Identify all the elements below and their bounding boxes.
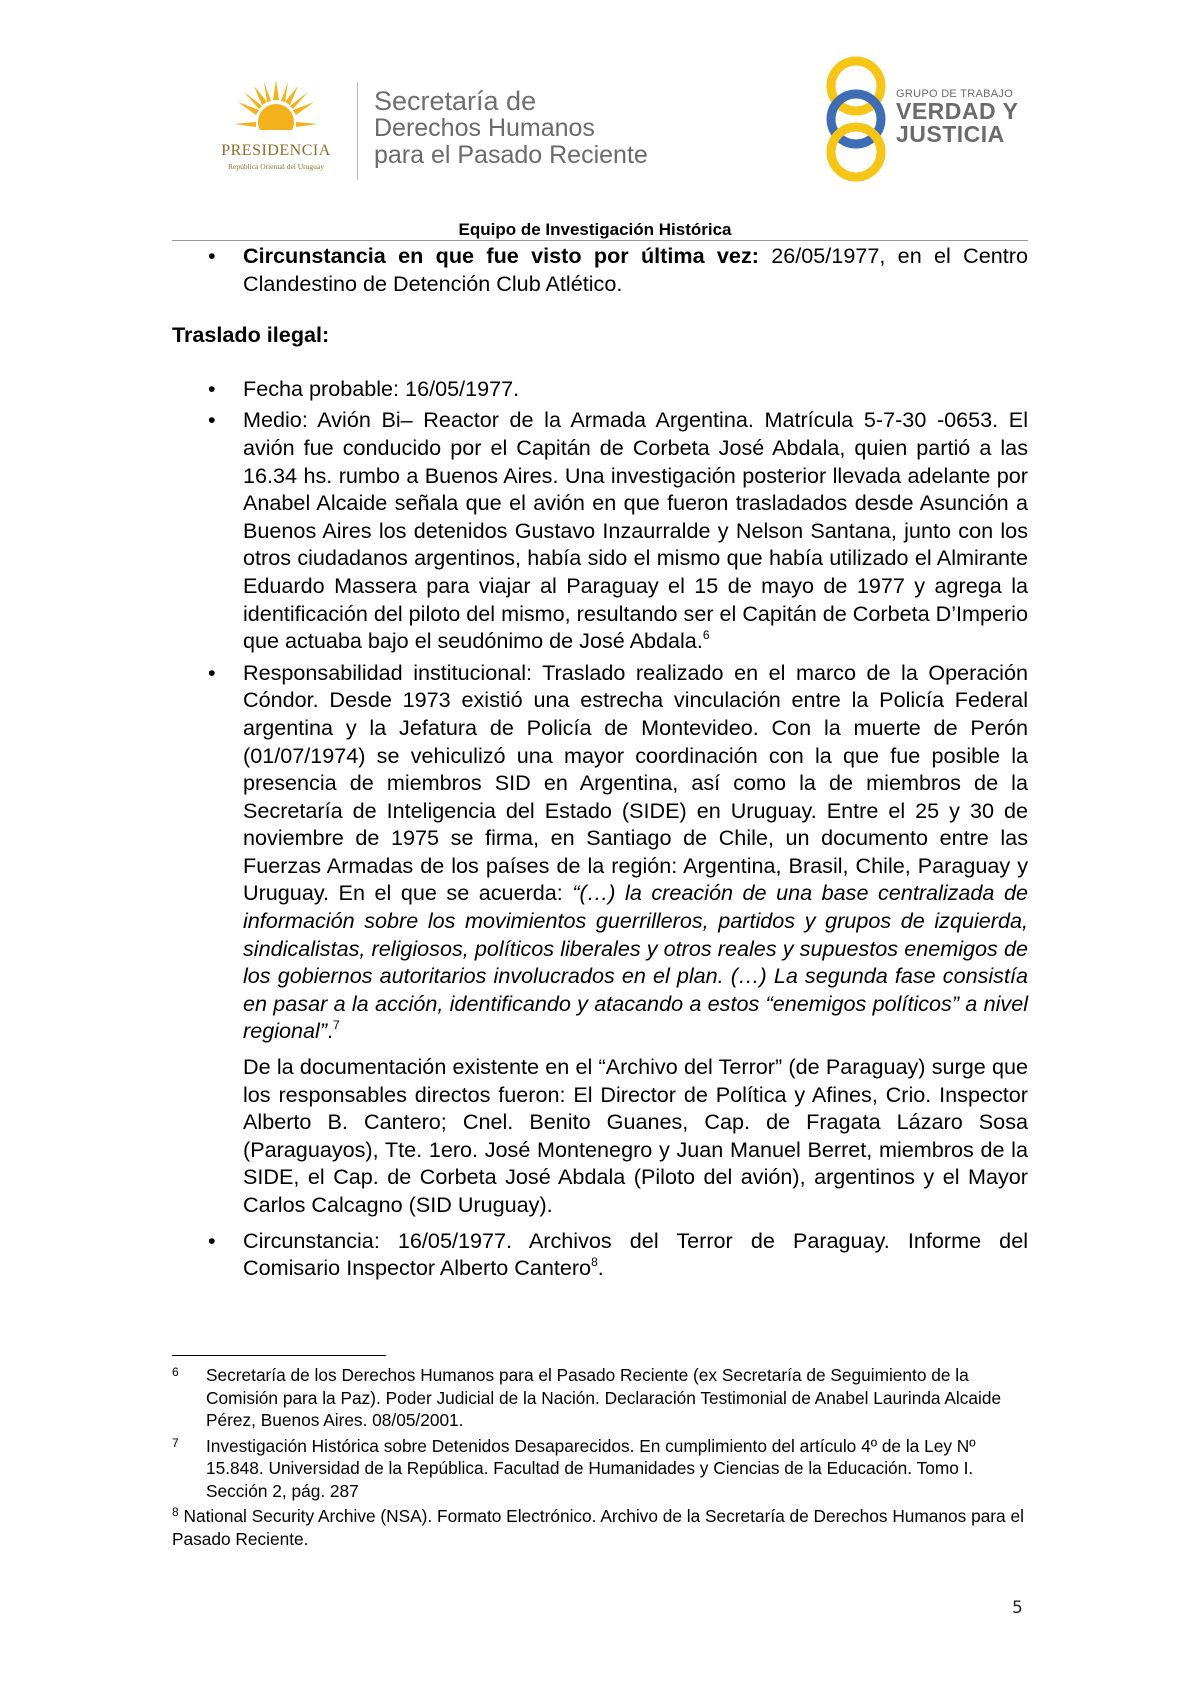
gt-line-2: JUSTICIA: [896, 121, 1005, 147]
gt-small-label: GRUPO DE TRABAJO: [896, 88, 1014, 100]
footnote-text: Secretaría de los Derechos Humanos para el Pasado Reciente (ex Secretaría de Seguimiento de la Comisión para la Paz). Poder Judicial de la Nación. Declaración Testimonial de Anabel Laurinda Alcaide Pérez, Buenos Aires. 08/05/2001.: [206, 1365, 1002, 1430]
chain-rings-icon: [820, 56, 892, 182]
traslado-heading: Traslado ilegal:: [172, 322, 330, 348]
bullet-marker: •: [208, 407, 216, 433]
fecha-text: Fecha probable: 16/05/1977.: [243, 375, 520, 401]
circumstance-archive-item: [172, 1227, 1028, 1282]
footnote-text: Investigación Histórica sobre Detenidos Desaparecidos. En cumplimiento del artículo 4º de la Ley Nº 15.848. Universidad de la República. Facultad de Humanidades y Ciencias de la Educación. Tomo I. Sección 2, pág. 287: [206, 1435, 976, 1501]
team-title: Equipo de Investigación Histórica: [458, 220, 732, 239]
secretaria-line-3: para el Pasado Reciente: [374, 141, 648, 169]
sun-icon: [234, 78, 318, 142]
secretaria-line-2: Derechos Humanos: [374, 114, 595, 142]
bullet-marker: •: [208, 375, 216, 401]
responsables-paragraph: De la documentación existente en el “Archivo del Terror” (de Paraguay) surge que los responsables directos fueron: El Director de Política y Afines, Crio. Inspector Alberto B. Cantero; Cnel. Benito Guanes, Cap. de Fragata Lázaro Sosa (Paraguayos), Tte. 1ero. José Montenegro y Juan Manuel Berret, miembros de la SIDE, el Cap. de Corbeta José Abdala (Piloto del avión), argentinos y el Mayor Carlos Calcagno (SID Uruguay).: [243, 1054, 1028, 1217]
circumstance-last-seen-item: [172, 242, 1028, 297]
footnote-number: 8: [172, 1505, 179, 1519]
secretaria-line-1: Secretaría de: [374, 86, 537, 116]
condor-quote: “(…) la creación de una base centralizada de información sobre los movimientos guerrilleros, partidos y grupos de izquierda, sindicalistas, religiosos, políticos liberales y otros reales y supuestos enemigos de los gobiernos autoritarios involucrados en el plan. (…) La segunda fase consistía en pasar a la acción, identificando y atacando a estos “enemigos políticos” a nivel regional”: [243, 880, 1028, 1044]
bullet-marker: •: [208, 1227, 216, 1253]
footnote-rule: [172, 1355, 386, 1356]
footnote-ref-6: 6: [702, 628, 710, 643]
presidencia-word: PRESIDENCIA: [221, 142, 331, 159]
presidencia-logo: [196, 78, 356, 178]
responsabilidad-text: Responsabilidad institucional: Traslado realizado en el marco de la Operación Cóndor. Desde 1973 existió una estrecha vinculación entre la Policía Federal argentina y la Jefatura de Policía de Montevideo. Con la muerte de Perón (01/07/1974) se vehiculizó una mayor coordinación con la que fue posible la presencia de miembros SID en Argentina, así como la de miembros de la Secretaría de Inteligencia del Estado (SIDE) en Uruguay. Entre el 25 y 30 de noviembre de 1975 se firma, en Santiago de Chile, un documento entre las Fuerzas Armadas de los países de la región: Argentina, Brasil, Chile, Paraguay y Uruguay. En el que se acuerda:: [243, 659, 1028, 906]
footnote-6: [172, 1364, 1028, 1432]
footnotes: [172, 1364, 1028, 1550]
circumstance-archive-end: .: [597, 1255, 604, 1281]
secretaria-logo-text: [374, 88, 648, 169]
medio-text: Medio: Avión Bi– Reactor de la Armada Argentina. Matrícula 5-7-30 -0653. El avión fue conducido por el Capitán de Corbeta José Abdala, quien partió a las 16.34 hs. rumbo a Buenos Aires. Una investigación posterior llevada adelante por Anabel Alcaide señala que el avión en que fueron trasladados desde Asunción a Buenos Aires los detenidos Gustavo Inzaurralde y Nelson Santana, junto con los otros ciudadanos argentinos, había sido el mismo que había utilizado el Almirante Eduardo Massera para viajar al Paraguay el 15 de mayo de 1977 y agrega la identificación del piloto del mismo, resultando ser el Capitán de Corbeta D’Imperio que actuaba bajo el seudónimo de José Abdala.: [243, 407, 1028, 654]
bullet-marker: •: [208, 243, 216, 268]
medio-item: [172, 406, 1028, 654]
page-number: 5: [1012, 1598, 1023, 1618]
circumstance-archive-text: Circunstancia: 16/05/1977. Archivos del Terror de Paraguay. Informe del Comisario Inspector Alberto Cantero: [243, 1227, 1028, 1281]
responsabilidad-item: [172, 659, 1028, 1045]
gt-line-1: VERDAD Y: [896, 98, 1019, 124]
footnote-ref-8: 8: [591, 1255, 598, 1270]
fecha-item: [172, 375, 1028, 403]
circumstance-text: 26/05/1977, en el Centro Clandestino de Detención Club Atlético.: [243, 243, 1028, 296]
footnote-ref-7: 7: [333, 1018, 340, 1033]
verdad-justicia-logo: [820, 56, 1030, 186]
circumstance-label: Circunstancia en que fue visto por última vez:: [243, 243, 759, 268]
footnote-7: [172, 1435, 1028, 1503]
footnote-8: [172, 1505, 1028, 1550]
footnote-number: 7: [172, 1435, 179, 1450]
bullet-marker: •: [208, 659, 216, 685]
presidencia-subtitle: República Oriental del Uruguay: [227, 162, 324, 171]
header-divider: [357, 82, 358, 180]
footnote-text: National Security Archive (NSA). Formato Electrónico. Archivo de la Secretaría de Derechos Humanos para el Pasado Reciente.: [172, 1506, 1024, 1549]
footnote-number: 6: [172, 1365, 179, 1379]
header-rule: [172, 240, 1028, 241]
document-body: [172, 242, 1028, 1282]
quote-end: .: [327, 1018, 334, 1044]
